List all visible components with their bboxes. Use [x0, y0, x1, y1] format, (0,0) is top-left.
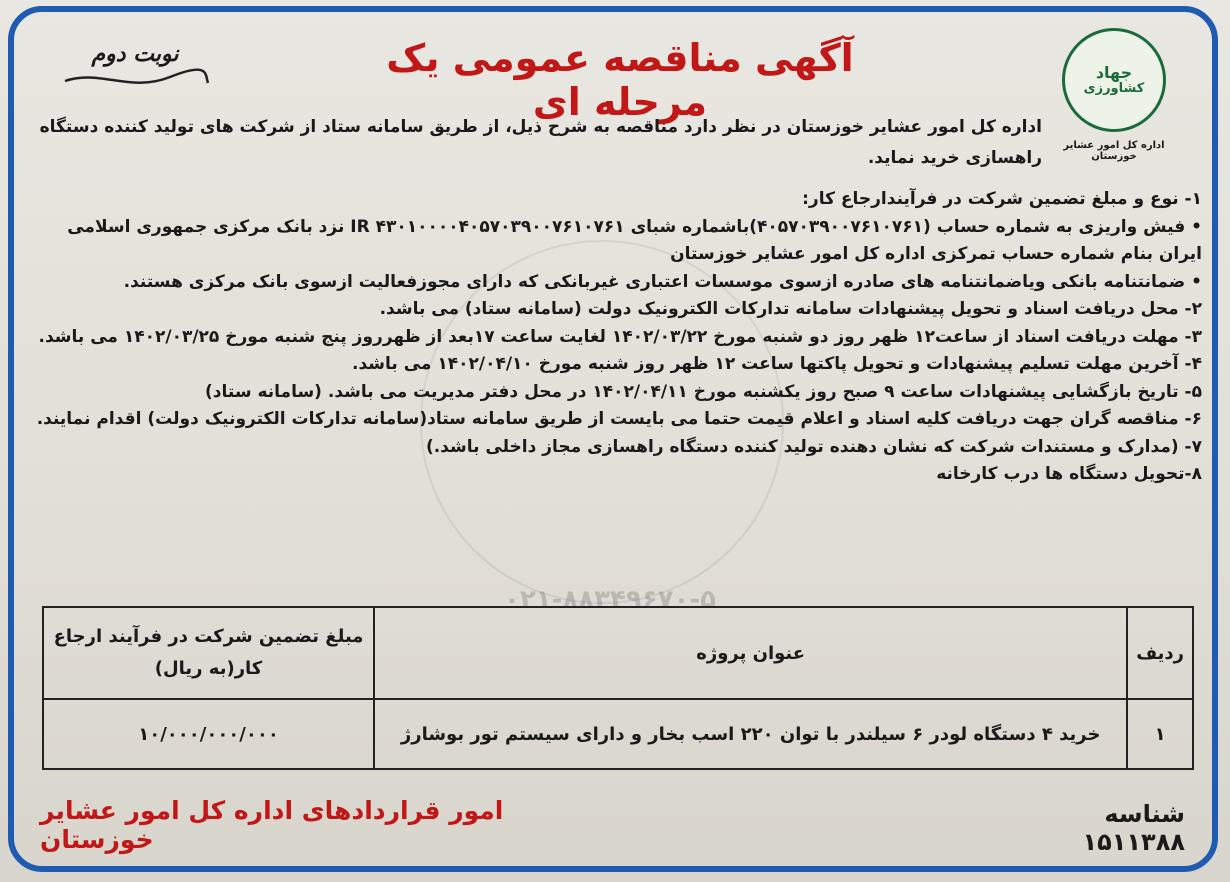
table-header-row: [43, 607, 1193, 699]
project-table: [42, 606, 1194, 770]
condition-item: ۷- (مدارک و مستندات شرکت که نشان دهنده تولید کننده دستگاه راهسازی مجاز داخلی باشد.): [425, 436, 1202, 457]
condition-item: ۵- تاریخ بازگشایی پیشنهادات ساعت ۹ صبح روز یکشنبه مورخ ۱۴۰۲/۰۴/۱۱ در محل دفتر مدیریت می باشد. (سامانه ستاد): [205, 381, 1202, 402]
header-row-number: ردیف: [1127, 607, 1193, 699]
watermark-phone: ۰۲۱-۸۸۳۴۹۶۷۰-۵: [503, 585, 716, 615]
cell-project-title: خرید ۴ دستگاه لودر ۶ سیلندر با توان ۲۲۰ اسب بخار و دارای سیستم تور بوشارژ: [374, 699, 1127, 769]
cell-row-number: ۱: [1127, 699, 1193, 769]
cell-guarantee-amount: ۱۰/۰۰۰/۰۰۰/۰۰۰: [43, 699, 374, 769]
condition-item: ۳- مهلت دریافت اسناد از ساعت۱۲ ظهر روز دو شنبه مورخ ۱۴۰۲/۰۳/۲۲ لغایت ساعت ۱۷بعد از ظهرروز پنج شنبه مورخ ۱۴۰۲/۰۳/۲۵ می باشد.: [38, 326, 1202, 347]
jihad-logo: [1062, 28, 1166, 132]
ad-id: شناسه ۱۵۱۱۳۸۸: [1082, 800, 1185, 856]
condition-item: ۶- مناقصه گران جهت دریافت کلیه اسناد و اعلام قیمت حتما می بایست از طریق سامانه ستاد(سامانه تدارکات الکترونیک دولت) اقدام نمایند.: [36, 409, 1202, 430]
header-guarantee-amount: مبلغ تضمین شرکت در فرآیند ارجاع کار(به ریال): [43, 607, 374, 699]
condition-item: • ضمانتنامه بانکی ویاضمانتنامه های صادره ازسوی موسسات اعتباری غیربانکی که دارای مجوزفعالیت ازسوی بانک مرکزی هستند.: [123, 271, 1202, 292]
ad-title: آگهی مناقصه عمومی یک مرحله ای: [386, 36, 854, 124]
footer-organization: امور قراردادهای اداره کل امور عشایر خوزستان: [40, 796, 504, 854]
condition-item: ۱- نوع و مبلغ تضمین شرکت در فرآیندارجاع کار:: [802, 189, 1202, 209]
round-label: نوبت دوم: [91, 42, 179, 67]
round-badge: [60, 42, 210, 102]
header-project-title: عنوان پروژه: [374, 607, 1127, 699]
condition-item: • فیش واریزی به شماره حساب (۴۰۵۷۰۳۹۰۰۷۶۱۰۷۶۱)باشماره شبای IR ۴۳۰۱۰۰۰۰۴۰۵۷۰۳۹۰۰۷۶۱۰۷۶۱ نزد بانک مرکزی جمهوری اسلامی ایران بنام شماره حساب تمرکزی اداره کل امور عشایر خوزستان: [67, 216, 1202, 265]
condition-item: ۴- آخرین مهلت تسلیم پیشنهادات و تحویل پاکتها ساعت ۱۲ ظهر روز شنبه مورخ ۱۴۰۲/۰۴/۱۰ می باشد.: [352, 354, 1202, 375]
logo-line1: جهاد: [1095, 63, 1133, 83]
table-row: [43, 699, 1193, 769]
condition-item: ۲- محل دریافت اسناد و تحویل پیشنهادات سامانه تدارکات الکترونیک دولت (سامانه ستاد) می باشد.: [379, 299, 1202, 320]
logo-line2: کشاورزی: [1083, 80, 1145, 96]
condition-item: ۸-تحویل دستگاه ها درب کارخانه: [936, 464, 1202, 485]
logo-caption: اداره کل امور عشایر خوزستان: [1063, 140, 1165, 162]
conditions-list: [32, 186, 1202, 489]
intro-paragraph: اداره کل امور عشایر خوزستان در نظر دارد مناقصه به شرح ذیل، از طریق سامانه ستاد از شرکت های تولید کننده دستگاه راهسازی خرید نماید.: [39, 117, 1042, 169]
swash-icon: [60, 67, 210, 91]
